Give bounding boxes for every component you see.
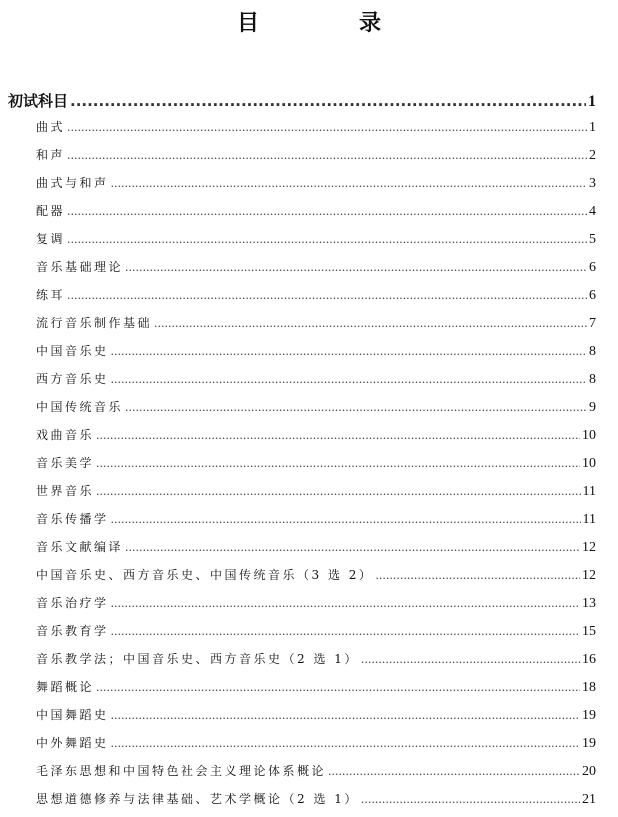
toc-entry-page: 1 xyxy=(589,120,596,135)
toc-entry[interactable] xyxy=(36,650,596,670)
toc-entry-label: 流行音乐制作基础 xyxy=(36,316,153,330)
dot-leader xyxy=(67,149,587,162)
toc-entry-page: 16 xyxy=(582,652,596,667)
toc-entry-page: 19 xyxy=(582,708,596,723)
toc-entry[interactable] xyxy=(36,678,596,698)
toc-entry-label: 舞蹈概论 xyxy=(36,680,95,694)
dot-leader xyxy=(96,457,580,470)
dot-leader xyxy=(361,793,580,806)
toc-entry-label: 世界音乐 xyxy=(36,484,95,498)
toc-entry[interactable] xyxy=(36,258,596,278)
toc-entry[interactable] xyxy=(36,594,596,614)
toc-entry[interactable] xyxy=(36,230,596,250)
toc-entry-label: 音乐文献编译 xyxy=(36,540,124,554)
dot-leader xyxy=(111,373,587,386)
dot-leader xyxy=(111,709,580,722)
toc-entry-label: 思想道德修养与法律基础、艺术学概论（2 选 1） xyxy=(36,792,359,806)
toc-entry-page: 18 xyxy=(582,680,596,695)
toc-entry-label: 音乐治疗学 xyxy=(36,596,109,610)
dot-leader xyxy=(361,653,580,666)
toc-entry-label: 音乐教学法；中国音乐史、西方音乐史（2 选 1） xyxy=(36,652,359,666)
toc-entry-page: 12 xyxy=(582,568,596,583)
toc-entry-page: 9 xyxy=(589,400,596,415)
toc-entry[interactable] xyxy=(36,706,596,726)
toc-entry-page: 21 xyxy=(582,792,596,807)
toc-entry-label: 曲式 xyxy=(36,120,66,134)
toc-entry-label: 戏曲音乐 xyxy=(36,428,95,442)
dot-leader xyxy=(67,233,587,246)
toc-entry-label: 中外舞蹈史 xyxy=(36,736,109,750)
dot-leader xyxy=(111,513,581,526)
toc-entry-page: 11 xyxy=(582,484,596,499)
dot-leader xyxy=(154,317,587,330)
toc-entry[interactable] xyxy=(36,398,596,418)
dot-leader xyxy=(125,401,587,414)
toc-entry-label: 音乐教育学 xyxy=(36,624,109,638)
dot-leader xyxy=(96,681,580,694)
toc-entry-label: 中国舞蹈史 xyxy=(36,708,109,722)
dot-leader xyxy=(111,625,580,638)
toc-heading-entry[interactable] xyxy=(8,90,596,112)
dot-leader xyxy=(328,765,580,778)
toc-entry[interactable] xyxy=(36,146,596,166)
toc-entry-page: 6 xyxy=(589,288,596,303)
toc-entry-label: 中国音乐史 xyxy=(36,344,109,358)
toc-entry-label: 音乐基础理论 xyxy=(36,260,124,274)
toc-entry-page: 7 xyxy=(589,316,596,331)
toc-entry-page: 3 xyxy=(589,176,596,191)
toc-entry-label: 音乐美学 xyxy=(36,456,95,470)
toc-entry-page: 19 xyxy=(582,736,596,751)
dot-leader xyxy=(70,92,586,110)
toc-entry-label: 曲式与和声 xyxy=(36,176,109,190)
dot-leader xyxy=(125,261,587,274)
toc-heading-label: 初试科目 xyxy=(8,92,69,110)
dot-leader xyxy=(96,429,580,442)
toc-entry[interactable] xyxy=(36,622,596,642)
toc-entry-page: 10 xyxy=(582,456,596,471)
toc-entry-page: 8 xyxy=(589,372,596,387)
dot-leader xyxy=(67,289,587,302)
toc-heading-page: 1 xyxy=(588,93,596,110)
toc-entry-page: 6 xyxy=(589,260,596,275)
toc-entry-label: 练耳 xyxy=(36,288,66,302)
dot-leader xyxy=(111,345,587,358)
title-char-2: 录 xyxy=(359,11,382,36)
toc-entry-label: 中国音乐史、西方音乐史、中国传统音乐（3 选 2） xyxy=(36,568,374,582)
toc-entry-label: 音乐传播学 xyxy=(36,512,109,526)
toc-entry[interactable] xyxy=(36,314,596,334)
toc-entry[interactable] xyxy=(36,510,596,530)
toc-entry-label: 和声 xyxy=(36,148,66,162)
dot-leader xyxy=(111,737,580,750)
toc-entry-page: 10 xyxy=(582,428,596,443)
toc-entry[interactable] xyxy=(36,118,596,138)
toc-entry-page: 12 xyxy=(582,540,596,555)
dot-leader xyxy=(96,485,581,498)
toc-entry[interactable] xyxy=(36,790,596,810)
toc-entry[interactable] xyxy=(36,762,596,782)
dot-leader xyxy=(375,569,580,582)
toc-entry[interactable] xyxy=(36,482,596,502)
toc-entry-label: 中国传统音乐 xyxy=(36,400,124,414)
toc-entry[interactable] xyxy=(36,566,596,586)
toc-entry-label: 复调 xyxy=(36,232,66,246)
toc-entry[interactable] xyxy=(36,342,596,362)
page-title xyxy=(0,6,618,37)
toc-entry[interactable] xyxy=(36,426,596,446)
dot-leader xyxy=(67,205,587,218)
toc-entry[interactable] xyxy=(36,174,596,194)
toc-entry-page: 11 xyxy=(582,512,596,527)
toc-entry-page: 13 xyxy=(582,596,596,611)
toc-entry-page: 4 xyxy=(589,204,596,219)
toc-entry-page: 5 xyxy=(589,232,596,247)
dot-leader xyxy=(111,597,580,610)
toc-entry-page: 8 xyxy=(589,344,596,359)
dot-leader xyxy=(125,541,580,554)
dot-leader xyxy=(67,121,587,134)
toc-entry-page: 15 xyxy=(582,624,596,639)
toc-entry-label: 配器 xyxy=(36,204,66,218)
toc-entry-label: 毛泽东思想和中国特色社会主义理论体系概论 xyxy=(36,764,327,778)
toc-entry-page: 2 xyxy=(589,148,596,163)
toc-entry[interactable] xyxy=(36,538,596,558)
toc-entry-page: 20 xyxy=(582,764,596,779)
toc-entry[interactable] xyxy=(36,202,596,222)
toc-entry[interactable] xyxy=(36,286,596,306)
toc-entry-label: 西方音乐史 xyxy=(36,372,109,386)
title-char-1: 目 xyxy=(236,11,259,36)
toc-entry[interactable] xyxy=(36,370,596,390)
dot-leader xyxy=(111,177,587,190)
toc-entry[interactable] xyxy=(36,734,596,754)
toc-entry[interactable] xyxy=(36,454,596,474)
